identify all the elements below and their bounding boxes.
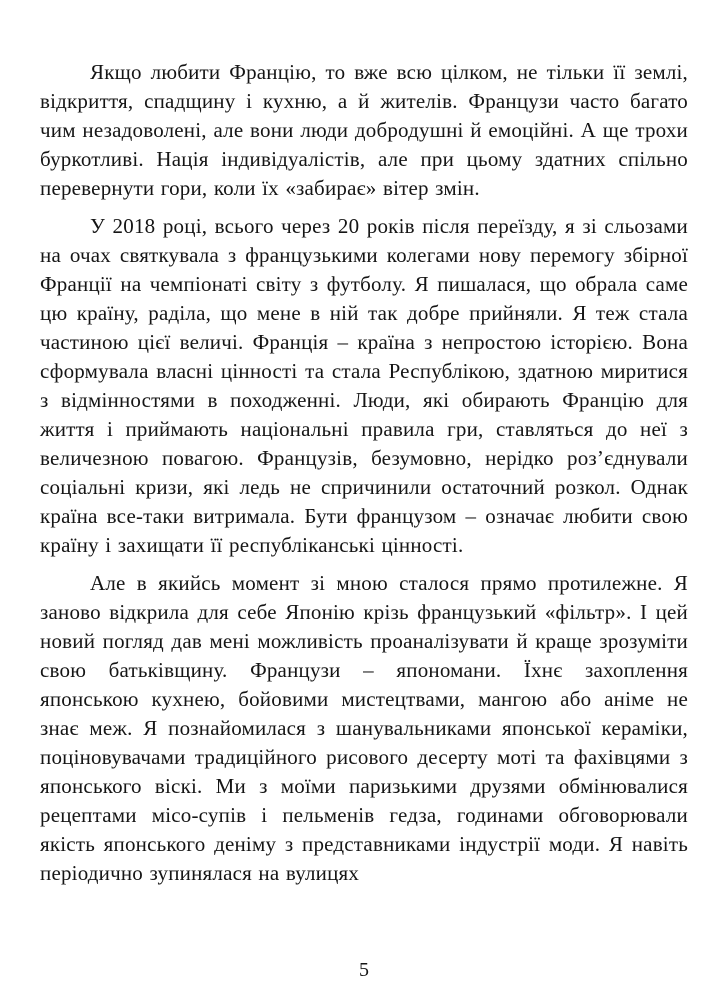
page-text xyxy=(40,58,688,897)
page-number: 5 xyxy=(359,959,369,981)
paragraph-3: Але в якийсь момент зі мною сталося прямо протилежне. Я заново відкрила для себе Японію крізь французький «фільтр». І цей новий погляд дав мені можливість проаналізувати й краще зрозуміти свою батьківщину. Французи – япономани. Їхнє захоплення японською кухнею, бойовими мистецтвами, мангою або аніме не знає меж. Я познайомилася з шанувальниками японської кераміки, поціновувачами традиційного рисового десерту моті та фахівцями з японського віскі. Ми з моїми паризькими друзями обмінювалися рецептами місо-супів і пельменів гедза, годинами обговорювали якість японського деніму з представниками індустрії моди. Я навіть періодично зупинялася на вулицях xyxy=(40,571,688,885)
paragraph-1: Якщо любити Францію, то вже всю цілком, не тільки її землі, відкриття, спадщину і кухню, а й жителів. Французи часто багато чим незадоволені, але вони люди добродушні й емоційні. А ще трохи буркотливі. Нація індивідуалістів, але при цьому здатних спільно перевернути гори, коли їх «забирає» вітер змін. xyxy=(40,60,688,200)
paragraph-2: У 2018 році, всього через 20 років після переїзду, я зі сльозами на очах святкувала з французькими колегами нову перемогу збірної Франції на чемпіонаті світу з футболу. Я пишалася, що обрала саме цю країну, раділа, що мене в ній так добре прийняли. Я теж стала частиною цієї величі. Франція – країна з непростою історією. Вона сформувала власні цінності та стала Республікою, здатною миритися з відмінностями в походженні. Люди, які обирають Францію для життя і приймають національні правила гри, ставляться до неї з величезною повагою. Французів, безумовно, нерідко роз’єднували соціальні кризи, які ледь не спричинили остаточний розкол. Однак країна все-таки витримала. Бути французом – означає любити свою країну і захищати її республіканські цінності. xyxy=(40,214,688,557)
